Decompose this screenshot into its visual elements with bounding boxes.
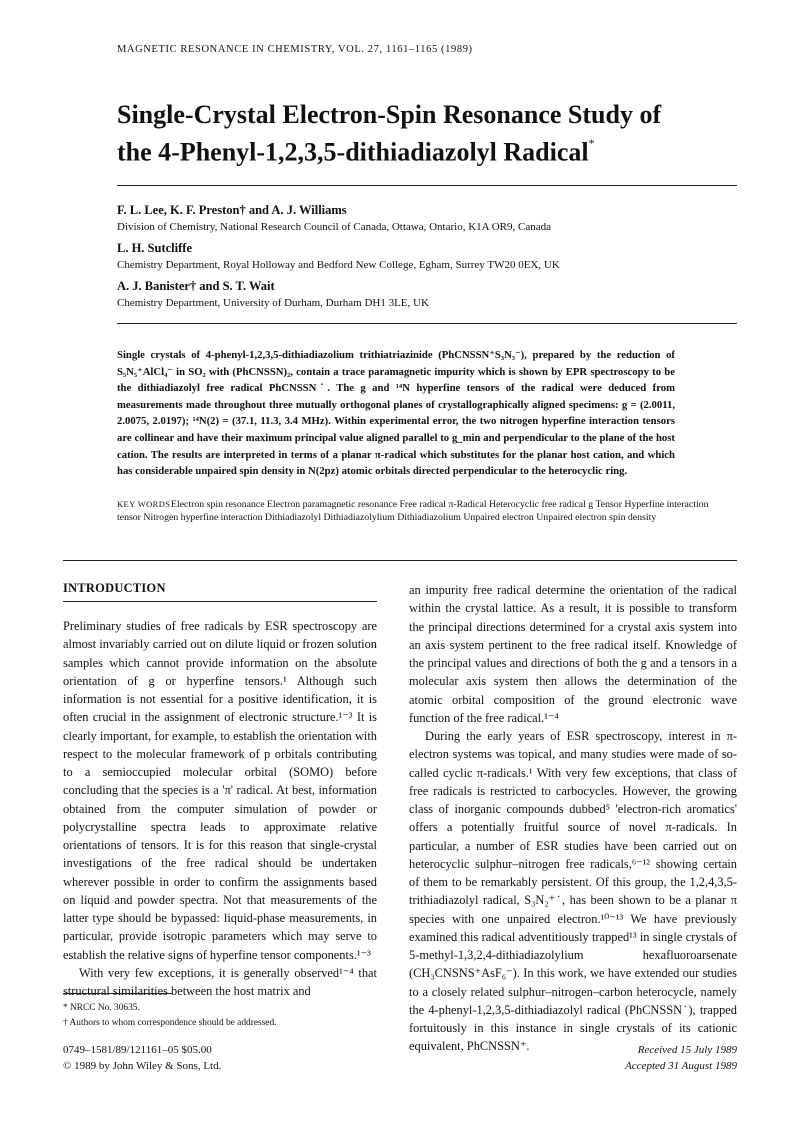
- paragraph: With very few exceptions, it is generally observed¹⁻⁴ that structural similarities between the host matrix and: [63, 965, 377, 998]
- keywords-list: Electron spin resonance Electron paramagnetic resonance Free radical π-Radical Heterocyclic free radical g Tensor Hyperfine interaction tensor Nitrogen hyperfine interaction Dithiadiazolyl Dithiadiazolylium Dithiadiazolium Unpaired electron Unpaired electron spin density: [117, 499, 709, 523]
- author-group-3: A. J. Banister† and S. T. Wait: [117, 279, 275, 293]
- received-date: Received 15 July 1989: [637, 1044, 737, 1056]
- title-divider: [117, 185, 737, 186]
- paragraph: an impurity free radical determine the orientation of the radical within the crystal lattice. As a result, it is possible to transform the principal directions determined for a crystal axis system into an axis system pertinent to the free radical itself. Knowledge of the principal values and directions of both the g and a tensors in a molecular axis system then allows the determination of the atomic orbital composition of the ground electronic wave function of the free radical.¹⁻⁴: [409, 583, 737, 725]
- affiliation-3: Chemistry Department, University of Durham, Durham DH1 3LE, UK: [117, 297, 429, 309]
- paragraph: During the early years of ESR spectroscopy, interest in π-electron systems was topical, and many studies were made of so-called cyclic π-radicals.¹ With very few exceptions, that class of free radicals is restricted to carbocycles. However, the growing class of inorganic compounds dubbed⁵ 'electron-rich aromatics' offers a potentially fruitful source of novel π-radicals. In particular, a number of ESR studies have been carried out on heterocyclic sulphur–nitrogen free radicals,⁶⁻¹² showing certain of them to be remarkably persistent. Of this group, the 1,2,4,3,5-trithiadiazolyl radical, S₃N₂⁺˙, has been shown to be a planar π species with one unpaired electron.¹⁰⁻¹³ We have previously examined this radical adventitiously trapped¹³ in single crystals of 5-methyl-1,3,2,4-dithiadiazolylium hexafluoroarsenate (CH₃CNSNS⁺AsF₆⁻). In this work, we have extended our studies to a closely related sulphur–nitrogen–carbon heterocycle, namely the 4-phenyl-1,2,3,5-dithiadiazolyl radical (PhCNSSN˙), trapped fortuitously in this instance in single crystals of its cationic equivalent, PhCNSSN⁺.: [409, 729, 737, 1054]
- paragraph: Preliminary studies of free radicals by ESR spectroscopy are almost invariably carried out on dilute liquid or frozen solution samples which cannot provide information on the absolute orientation of g or hyperfine tensors.¹ Although such information is not essential for a positive identification, it is often crucial in the assignment of electronic structure.¹⁻³ It is clearly important, for example, to establish the orientation with respect to the molecular framework of p orbitals contributing to a semioccupied molecular orbital (SOMO) before concluding that the species is a 'π' radical. At best, information obtained from the computer simulation of powder or polycrystalline spectra leads to approximate relative orientations of tensors. It is for this reason that single-crystal investigations of the free radical should be undertaken wherever possible in order to confirm the assignments based on liquid and powder spectra. Not that measurements of the latter type should be bypassed: liquid-phase measurements, in particular, provide isotropic parameters which may serve to establish the relative signs of hyperfine tensor components.¹⁻³: [63, 619, 377, 962]
- affiliation-2: Chemistry Department, Royal Holloway and Bedford New College, Egham, Surrey TW20 0EX, UK: [117, 259, 560, 271]
- journal-header: MAGNETIC RESONANCE IN CHEMISTRY, VOL. 27, 1161–1165 (1989): [117, 44, 473, 55]
- author-group-1: F. L. Lee, K. F. Preston† and A. J. Williams: [117, 203, 347, 217]
- author-group-2: L. H. Sutcliffe: [117, 241, 192, 255]
- footnote: * NRCC No. 30635.: [63, 1003, 140, 1013]
- copyright-line: © 1989 by John Wiley & Sons, Ltd.: [63, 1060, 222, 1072]
- right-column: [409, 581, 737, 1056]
- footnotes: [63, 1001, 277, 1030]
- paper-title: [117, 98, 717, 169]
- abstract-text: Single crystals of 4-phenyl-1,2,3,5-dithiadiazolium trithiatriazinide (PhCNSSN⁺S₃N₃⁻), prepared by the reduction of S₅N₅⁺AlCl₄⁻ in SO₂ with (PhCNSSN)₂, contain a trace paramagnetic impurity which is shown by EPR spectroscopy to be the dithiadiazolyl free radical PhCNSSN˙. The g and ¹⁴N hyperfine tensors of the radical were deduced from measurements made throughout three mutually orthogonal planes of crystallographically aligned specimens: g = (2.0011, 2.0075, 2.0197); ¹⁴N(2) = (37.1, 11.3, 3.4 MHz). Within experimental error, the two nitrogen hyperfine interaction tensors are collinear and have their maximum principal value aligned parallel to g_min and perpendicular to the plane of the host cation. The results are interpreted in terms of a planar π-radical which substitutes for the planar host cation, and which has considerable unpaired spin density in N(2pz) atomic orbitals directed perpendicular to the heterocyclic ring.: [117, 349, 675, 478]
- authors-divider: [117, 323, 737, 324]
- footnote-rule: [63, 993, 173, 994]
- body-divider: [63, 560, 737, 561]
- dates-block: [625, 1042, 737, 1074]
- footnote: † Authors to whom correspondence should be addressed.: [63, 1017, 277, 1028]
- title-footnote-marker: *: [588, 136, 595, 150]
- keywords: [117, 498, 717, 524]
- section-heading-introduction: INTRODUCTION: [63, 581, 166, 595]
- article-code: 0749–1581/89/121161–05 $05.00: [63, 1044, 212, 1056]
- title-line-1: Single-Crystal Electron-Spin Resonance Study of: [117, 100, 662, 129]
- keywords-label: KEY WORDS: [117, 499, 171, 509]
- left-column: [63, 617, 377, 1000]
- affiliation-1: Division of Chemistry, National Research Council of Canada, Ottawa, Ontario, K1A OR9, Canada: [117, 221, 552, 233]
- abstract: [117, 347, 675, 480]
- title-line-2: the 4-Phenyl-1,2,3,5-dithiadiazolyl Radical: [117, 137, 589, 167]
- heading-underline: [63, 601, 377, 602]
- copyright-block: [63, 1042, 221, 1074]
- accepted-date: Accepted 31 August 1989: [625, 1060, 737, 1072]
